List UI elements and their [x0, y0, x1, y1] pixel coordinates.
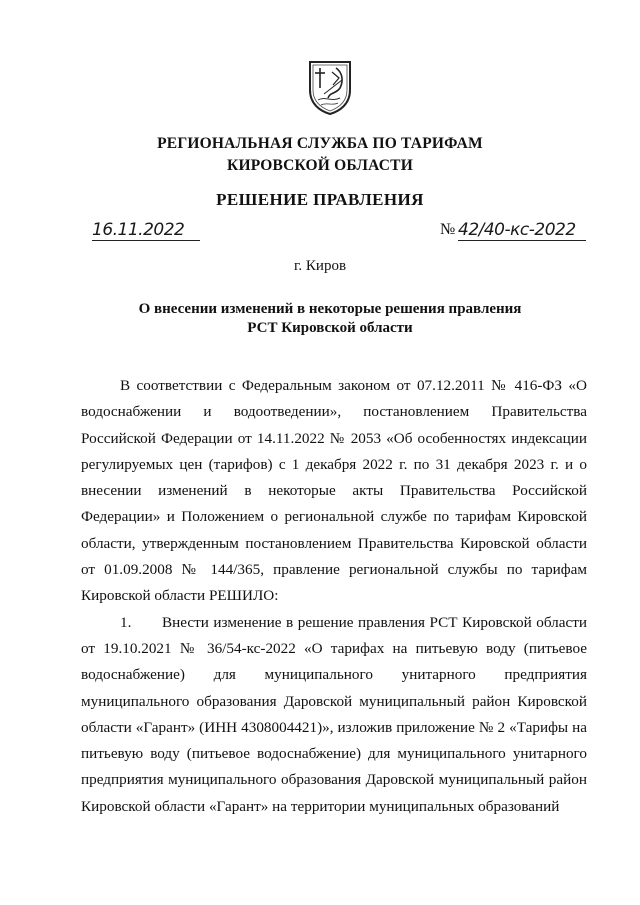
document-body [81, 373, 587, 820]
city-location: г. Киров [293, 258, 347, 274]
document-type-title: РЕШЕНИЕ ПРАВЛЕНИЯ [216, 190, 424, 209]
number-label: № [440, 221, 456, 238]
document-subject [120, 300, 540, 338]
subject-line2: РСТ Кировской области [247, 320, 413, 336]
handwritten-document-number: 42/40-кс-2022 [458, 220, 586, 241]
preamble-paragraph: В соответствии с Федеральным законом от 07.12.2011 № 416-ФЗ «О водоснабжении и водоотведении», постановлением Правительства Российской Федерации от 14.11.2022 № 2053 «Об особенностях индексации регулируемых цен (тарифов) с 1 декабря 2022 г. по 31 декабря 2023 г. и о внесении изменений в некоторые акты Правительства Российской Федерации» и Положением о региональной службе по тарифам Кировской области, утвержденным постановлением Правительства Кировской области от 01.09.2008 № 144/365, правление региональной службы по тарифам Кировской области РЕШИЛО: [81, 377, 587, 605]
item-1-number: 1. [120, 613, 132, 631]
item-1-text: Внести изменение в решение правления РСТ Кировской области от 19.10.2021 № 36/54-кс-2022 «О тарифах на питьевую воду (питьевое водоснабжение) для муниципального унитарного предприятия муниципального образования Даровской муниципальный район Кировской области «Гарант» (ИНН 4308004421)», изложив приложение № 2 «Тарифы на питьевую воду (питьевое водоснабжение) для муниципального унитарного предприятия муниципального образования Даровской муниципальный район Кировской области «Гарант» на территории муниципальных образований [81, 613, 587, 815]
item-1-paragraph [81, 610, 587, 820]
coat-of-arms-icon [306, 58, 354, 116]
organization-name-line1: РЕГИОНАЛЬНАЯ СЛУЖБА ПО ТАРИФАМ [157, 135, 483, 152]
subject-line1: О внесении изменений в некоторые решения правления [138, 301, 522, 317]
organization-name-line2: КИРОВСКОЙ ОБЛАСТИ [227, 157, 413, 174]
handwritten-date: 16.11.2022 [92, 220, 200, 241]
